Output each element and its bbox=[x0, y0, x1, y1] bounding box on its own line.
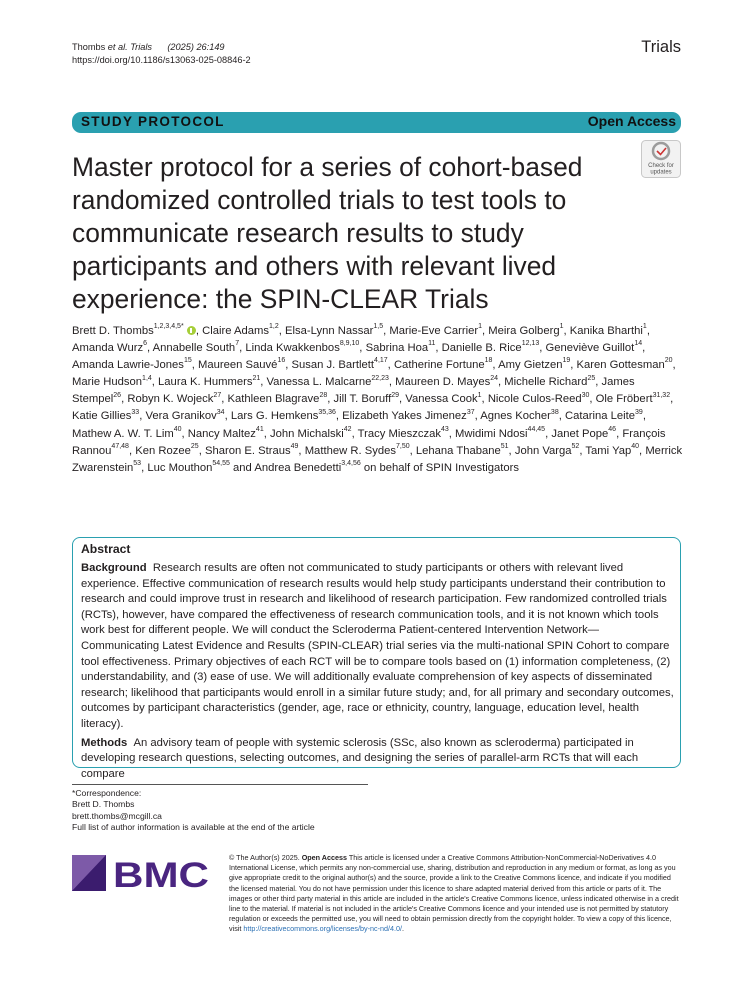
correspondence-label: *Correspondence: bbox=[72, 788, 142, 798]
journal-name: Trials bbox=[641, 38, 681, 56]
author-name: Meira Golberg bbox=[488, 325, 560, 337]
author-name: Catarina Leite bbox=[564, 410, 636, 423]
orcid-icon[interactable] bbox=[187, 326, 196, 335]
author-affiliation: 53 bbox=[133, 460, 142, 467]
author-affiliation: 33 bbox=[131, 408, 140, 416]
author-affiliation: 35,36 bbox=[318, 408, 336, 416]
article-type: STUDY PROTOCOL bbox=[81, 114, 225, 129]
author-name: Andrea Benedetti bbox=[254, 461, 342, 474]
author-affiliation: 39 bbox=[635, 408, 643, 416]
author-name: François Rannou bbox=[72, 427, 666, 457]
abstract-box bbox=[72, 537, 681, 780]
author-name: Danielle B. Rice bbox=[441, 342, 522, 355]
author-name: Ken Rozee bbox=[135, 444, 191, 457]
author bbox=[227, 393, 327, 405]
author-affiliation: 31,32 bbox=[652, 391, 671, 399]
author bbox=[231, 410, 336, 422]
author-name: Nancy Maltez bbox=[187, 427, 256, 440]
author-affiliation: 37 bbox=[466, 408, 475, 416]
author-name: Annabelle South bbox=[152, 342, 236, 355]
author bbox=[596, 393, 670, 405]
author-affiliation: 38 bbox=[550, 408, 559, 416]
author-name: Geneviève Guillot bbox=[545, 342, 635, 355]
author-name: Vanessa Cook bbox=[405, 393, 478, 406]
abstract-body bbox=[81, 561, 674, 785]
author-affiliation: 49 bbox=[290, 442, 299, 450]
author bbox=[202, 325, 279, 337]
license-body: This article is licensed under a Creative Commons Attribution-NonCommercial-NoDerivatives 4.0 International License, which permits any non-commercial use, sharing, distribution and reproduction in any medium or format, as long as you give appropriate credit to the original author(s) and the source, provide a link to the Creative Commons licence, and indicate if you modified the licensed material. You do not have permission under this licence to share adapted material derived from this article or parts of it. The images or other third party material in this article are included in the article's Creative Commons licence, unless indicated otherwise in a credit line to the material. If material is not included in the article's Creative Commons licence and your intended use is not permitted by statutory regulation or exceeds the permitted use, you will need to obtain permission directly from the copyright holder. To view a copy of this licence, visit bbox=[229, 853, 679, 934]
author-name: Vera Granikov bbox=[145, 410, 217, 423]
author bbox=[395, 376, 498, 388]
author-name: Maureen D. Mayes bbox=[395, 376, 491, 389]
author-name: Katie Gillies bbox=[72, 410, 132, 423]
author-affiliation: 1,5 bbox=[373, 323, 384, 331]
author-name: Marie Hudson bbox=[72, 376, 143, 389]
author-affiliation: 51 bbox=[500, 442, 509, 450]
author-name: Lars G. Hemkens bbox=[230, 410, 319, 423]
license-oa-label: Open Access bbox=[301, 853, 347, 862]
author-affiliation: 29 bbox=[391, 391, 400, 399]
author bbox=[72, 425, 182, 440]
author bbox=[72, 342, 147, 354]
bmc-logo bbox=[72, 855, 212, 895]
author-name: Robyn K. Wojeck bbox=[127, 393, 214, 406]
author-affiliation: 21 bbox=[252, 374, 261, 382]
author bbox=[565, 410, 643, 422]
author bbox=[334, 393, 400, 405]
author-name: Catherine Fortune bbox=[393, 359, 485, 372]
author-affiliation: 1,2 bbox=[268, 323, 279, 331]
author-name: Amanda Lawrie-Jones bbox=[72, 359, 184, 372]
citation-journal: et al. Trials bbox=[107, 42, 152, 52]
author-affiliation: 11 bbox=[428, 340, 436, 348]
author bbox=[158, 376, 260, 388]
doi-link[interactable]: https://doi.org/10.1186/s13063-025-08846-2 bbox=[72, 55, 251, 65]
author bbox=[546, 342, 643, 354]
author-name: John Michalski bbox=[269, 427, 344, 440]
author-name: Mathew A. W. T. Lim bbox=[72, 427, 174, 440]
methods-label: Methods bbox=[81, 736, 128, 749]
author bbox=[72, 376, 152, 388]
author-name: Sharon E. Straus bbox=[204, 444, 291, 457]
citation-year: (2025) 26:149 bbox=[167, 42, 225, 52]
author bbox=[570, 325, 647, 337]
author-affiliation: 1,4 bbox=[142, 374, 152, 382]
background-text: Research results are often not communicated to study participants or others with relevant lived experience. Effective communication of research results would help study participants understand their contribution to research and could improve trust in research and likelihood of research participation. Few randomized controlled trials (RCTs), however, have compared the effectiveness of research communication tools, and it is not known which tools work best for different people. We will conduct the Scleroderma Patient-centered Intervention Network—Communicating Latest Evidence and Results (SPIN-CLEAR) trial series via the multi-national SPIN Cohort to compare tool effectiveness. Primary objectives of each RCT will be to compare tools based on (1) information completeness, (2) understandability, and (3) ease of use. We will additionally evaluate comprehension of key aspects of disseminated research; likelihood that participants would enroll in a similar future study; and, for all primary and secondary outcomes, outcomes by participant characteristics (gender, age, race or ethnicity, country, language, education level, health literacy). bbox=[81, 562, 674, 730]
check-updates-line2: updates bbox=[650, 169, 672, 176]
author bbox=[342, 410, 474, 422]
author-name: Laura K. Hummers bbox=[158, 376, 253, 389]
author-affiliation: 26 bbox=[113, 391, 122, 399]
author-name: Vanessa L. Malcarne bbox=[266, 376, 372, 389]
check-for-updates-icon[interactable] bbox=[641, 140, 681, 178]
citation-authors: Thombs bbox=[72, 42, 108, 52]
abstract-methods bbox=[81, 736, 674, 783]
authors-group: on behalf of SPIN Investigators bbox=[360, 461, 519, 474]
author-name: Elizabeth Yakes Jimenez bbox=[342, 410, 467, 423]
article-title: Master protocol for a series of cohort-based randomized controlled trials to test tools to communicate research results to study participants and others with relevant lived experience: the SPIN-CLEAR Trials bbox=[72, 152, 583, 314]
license-link[interactable]: http://creativecommons.org/licenses/by-nc-nd/4.0/ bbox=[243, 924, 402, 934]
author-name: Janet Pope bbox=[551, 427, 609, 440]
author-affiliation: 12,13 bbox=[521, 340, 540, 348]
author-name: Ole Fröbert bbox=[595, 393, 653, 406]
author-affiliation: 47,48 bbox=[111, 442, 129, 450]
author-affiliation: 25 bbox=[190, 442, 199, 450]
methods-text: An advisory team of people with systemic sclerosis (SSc, also known as scleroderma) participated in developing research questions, selecting outcomes, and designing the series of parallel-arm RCTs that will each compare bbox=[81, 736, 639, 780]
license-end: . bbox=[401, 924, 404, 934]
author-affiliation: 24 bbox=[490, 374, 499, 382]
author-affiliation: 1,2,3,4,5* bbox=[153, 323, 184, 331]
abstract-heading: Abstract bbox=[81, 542, 131, 556]
author-affiliation: 44,45 bbox=[527, 425, 546, 433]
author bbox=[72, 359, 192, 371]
author-name: Kanika Bharthi bbox=[569, 325, 643, 337]
author bbox=[147, 462, 230, 474]
author-affiliation: 1 bbox=[477, 391, 482, 399]
author-affiliation: 22,23 bbox=[371, 374, 389, 382]
author-affiliation: 30 bbox=[581, 391, 590, 399]
article-type-banner bbox=[72, 112, 681, 133]
author-affiliation: 1 bbox=[478, 323, 483, 331]
license-copyright: © The Author(s) 2025. bbox=[229, 853, 302, 862]
author bbox=[72, 410, 139, 422]
author-name: Brett D. Thombs bbox=[72, 325, 154, 337]
author-affiliation: 1 bbox=[642, 323, 647, 331]
author-name: Kathleen Blagrave bbox=[227, 393, 320, 406]
author bbox=[366, 342, 436, 354]
open-access-label: Open Access bbox=[587, 113, 676, 129]
author bbox=[480, 410, 558, 422]
abstract-background bbox=[81, 561, 674, 733]
author-name: Lehana Thabane bbox=[415, 444, 501, 457]
author bbox=[514, 442, 580, 457]
author-name: James Stempel bbox=[72, 376, 635, 406]
author-name: Mwidimi Ndosi bbox=[455, 427, 528, 440]
author-name: Linda Kwakkenbos bbox=[245, 342, 340, 355]
author-affiliation: 27 bbox=[213, 391, 222, 399]
correspondence-email[interactable]: brett.thombs@mcgill.ca bbox=[72, 810, 162, 821]
author bbox=[415, 442, 509, 457]
author bbox=[455, 425, 546, 440]
author bbox=[135, 442, 199, 457]
author-affiliation: 7,50 bbox=[395, 442, 410, 450]
author bbox=[389, 325, 482, 337]
author-name: Claire Adams bbox=[202, 325, 269, 337]
author-affiliation: 25 bbox=[587, 374, 596, 382]
bmc-logo-text: BMC bbox=[113, 856, 209, 895]
author-name: Luc Mouthon bbox=[147, 461, 213, 474]
author-affiliation: 34 bbox=[216, 408, 225, 416]
license-text bbox=[229, 853, 681, 935]
author bbox=[127, 393, 221, 405]
check-updates-line1: Check for bbox=[648, 163, 674, 169]
author-affiliation: 43 bbox=[440, 425, 449, 433]
author-list: Brett D. Thombs$^{1,2,3,4,5*}$ , Claire Adams$^{1,2}$, Elsa-Lynn Nassar$^{1,5}$, Marie-Eve Carrier$^1$, Meira Golberg$^1$, Kanika Bharthi$^1$, Amanda Wurz$^6$, Annabelle South$^7$, Linda Kwakkenbos$^{8,9,10}$, Sabrina Hoa$^{11}$, Danielle B. Rice$^{12,13}$, Geneviève Guillot$^{14}$, Amanda Lawrie-Jones$^{15}$, Maureen Sauvé$^{16}$, Susan J. Bartlett$^{4,17}$, Catherine Fortune$^{18}$, Amy Gietzen$^{19}$, Karen Gottesman$^{20}$, Marie Hudson$^{1,4}$, Laura K. Hummers$^{21}$, Vanessa L. Malcarne$^{22,23}$, Maureen D. Mayes$^{24}$, Michelle Richard$^{25}$, James Stempel$^{26}$, Robyn K. Wojeck$^{27}$, Kathleen Blagrave$^{28}$, Jill T. Boruff$^{29}$, Vanessa Cook$^1$, Nicole Culos-Reed$^{30}$, Ole Fröbert$^{31,32}$, Katie Gillies$^{33}$, Vera Granikov$^{34}$, Lars G. Hemkens$^{35,36}$, Elizabeth Yakes Jimenez$^{37}$, Agnes Kocher$^{38}$, Catarina Leite$^{39}$, Mathew A. W. T. Lim$^{40}$, Nancy Maltez$^{41}$, John Michalski$^{42}$, Tracy Mieszczak$^{43}$, Mwidimi Ndosi$^{44,45}$, Janet Pope$^{46}$, François Rannou$^{47,48}$, Ken Rozee$^{25}$, Sharon E. Straus$^{49}$, Matthew R. Sydes$^{7,50}$, Lehana Thabane$^{51}$, John Varga$^{52}$, Tami Yap$^{40}$, Merrick Zwarenstein$^{53}$, Luc Mouthon$^{54,55}$ and Andrea Benedetti$^{3,4,56}$ on behalf of SPIN Investigators bbox=[72, 323, 683, 474]
author bbox=[187, 425, 264, 440]
author-affiliation: 3,4,56 bbox=[341, 460, 361, 467]
author-affiliation: 8,9,10 bbox=[339, 340, 360, 348]
correspondence-name: Brett D. Thombs bbox=[72, 799, 135, 810]
author-name: Nicole Culos-Reed bbox=[487, 393, 582, 406]
author-affiliation: 4,17 bbox=[374, 357, 388, 365]
author bbox=[394, 359, 492, 371]
author bbox=[405, 393, 481, 405]
author-affiliation: 16 bbox=[277, 357, 286, 365]
author-affiliation: 40 bbox=[173, 425, 182, 433]
author-affiliation: 14 bbox=[634, 340, 643, 348]
author-affiliation: 7 bbox=[235, 340, 240, 348]
author-affiliation: 41 bbox=[255, 425, 264, 433]
author bbox=[498, 359, 570, 371]
author-affiliation: 28 bbox=[319, 391, 328, 399]
author bbox=[269, 425, 352, 440]
author-affiliation: 54,55 bbox=[212, 460, 230, 467]
author bbox=[577, 359, 673, 371]
author bbox=[357, 425, 449, 440]
author-name: John Varga bbox=[514, 444, 572, 457]
author-info-note: Full list of author information is available at the end of the article bbox=[72, 821, 315, 832]
author-name: Jill T. Boruff bbox=[333, 393, 392, 406]
author-name: Marie-Eve Carrier bbox=[389, 325, 479, 337]
author-name: Merrick Zwarenstein bbox=[72, 444, 683, 474]
author-name: Michelle Richard bbox=[504, 376, 588, 389]
author bbox=[254, 462, 360, 474]
author bbox=[245, 342, 359, 354]
author-name: Tracy Mieszczak bbox=[357, 427, 441, 440]
author bbox=[442, 342, 540, 354]
author-affiliation: 6 bbox=[143, 340, 147, 348]
author-affiliation: 42 bbox=[343, 425, 352, 433]
author-affiliation: 52 bbox=[571, 442, 580, 450]
author bbox=[285, 325, 383, 337]
author-affiliation: 40 bbox=[631, 442, 640, 450]
author bbox=[488, 325, 563, 337]
author-affiliation: 20 bbox=[664, 357, 673, 365]
author bbox=[304, 442, 410, 457]
author bbox=[504, 376, 595, 388]
author-name: Susan J. Bartlett bbox=[291, 359, 375, 372]
author-affiliation: 15 bbox=[183, 357, 192, 365]
author-affiliation: 18 bbox=[484, 357, 493, 365]
author-name: Karen Gottesman bbox=[576, 359, 665, 372]
author bbox=[153, 342, 239, 354]
footnote-divider bbox=[72, 784, 368, 785]
author bbox=[488, 393, 590, 405]
correspondence-block bbox=[72, 788, 315, 833]
background-label: Background bbox=[81, 562, 147, 574]
author bbox=[551, 425, 617, 440]
author bbox=[198, 359, 285, 371]
author bbox=[72, 325, 196, 337]
author bbox=[204, 442, 299, 457]
author-name: Amanda Wurz bbox=[72, 342, 144, 355]
author-name: Tami Yap bbox=[585, 444, 632, 457]
author-affiliation: 1 bbox=[559, 323, 564, 331]
author-name: Sabrina Hoa bbox=[365, 342, 429, 355]
author bbox=[267, 376, 389, 388]
author-name: Matthew R. Sydes bbox=[304, 444, 396, 457]
author bbox=[292, 359, 388, 371]
journal-citation bbox=[72, 41, 251, 67]
author-affiliation: 46 bbox=[608, 425, 617, 433]
author-name: Elsa-Lynn Nassar bbox=[284, 325, 374, 337]
author bbox=[585, 442, 640, 457]
author-name: Maureen Sauvé bbox=[198, 359, 278, 372]
author-name: Amy Gietzen bbox=[498, 359, 563, 372]
author-name: Agnes Kocher bbox=[480, 410, 551, 423]
author bbox=[145, 410, 224, 422]
author-affiliation: 19 bbox=[562, 357, 571, 365]
